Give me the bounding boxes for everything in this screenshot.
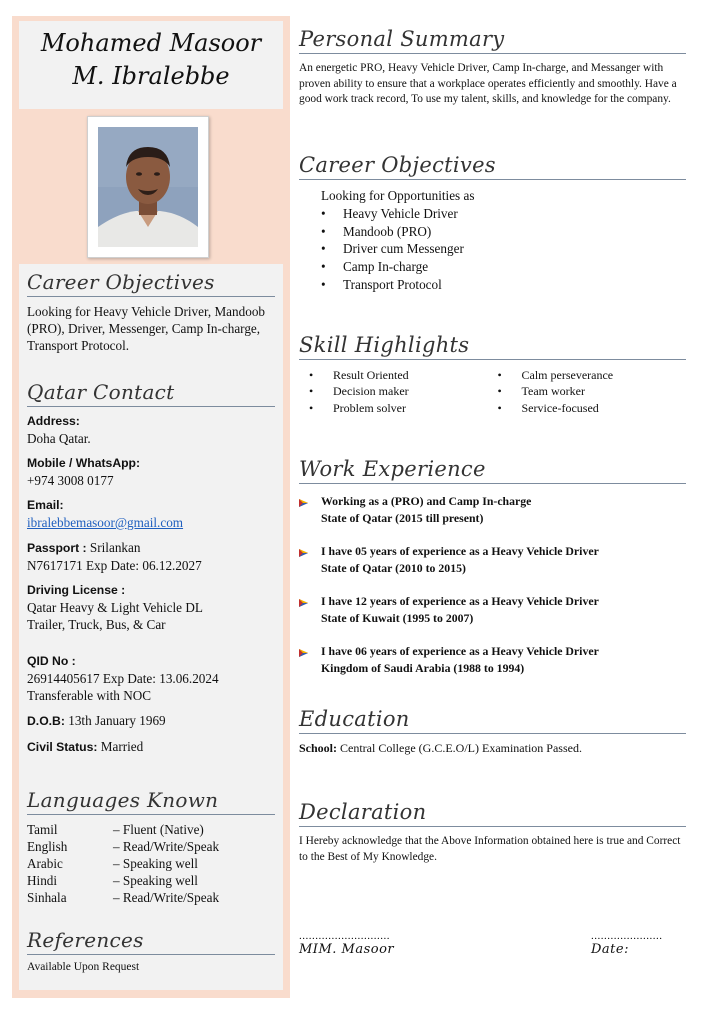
- education-value: Central College (G.C.E.O/L) Examination Passed.: [340, 741, 582, 755]
- work-item: [299, 643, 686, 677]
- language-name: Arabic: [27, 856, 63, 871]
- language-level: – Fluent (Native): [113, 822, 204, 837]
- work-item: [299, 593, 686, 627]
- name-line-2: M. Ibralebbe: [72, 62, 230, 90]
- objectives-section: [299, 153, 686, 294]
- skill-item: • Decision maker: [309, 383, 498, 399]
- objectives-intro: Looking for Opportunities as: [321, 188, 475, 203]
- skill-item: • Team worker: [498, 383, 687, 399]
- left-career-objectives-text: Looking for Heavy Vehicle Driver, Mandoob (PRO), Driver, Messenger, Camp In-charge, Transport Protocol.: [27, 304, 266, 353]
- work-item: [299, 493, 686, 527]
- license-item: [27, 582, 275, 633]
- mobile-item: [27, 455, 275, 489]
- language-name: Sinhala: [27, 890, 67, 905]
- skills-column-1: [309, 367, 498, 416]
- email-item: [27, 497, 275, 531]
- qid-value-2: Transferable with NOC: [27, 688, 152, 703]
- language-row: [27, 889, 275, 906]
- work-location-line: State of Qatar (2010 to 2015): [321, 561, 466, 575]
- skills-section: [299, 333, 686, 416]
- skill-item: • Calm perseverance: [498, 367, 687, 383]
- profile-photo: [98, 127, 198, 247]
- dob-label: D.O.B:: [27, 714, 65, 728]
- language-name: Tamil: [27, 822, 58, 837]
- license-label: Driving License :: [27, 583, 126, 597]
- work-title-line: I have 12 years of experience as a Heavy Vehicle Driver: [321, 594, 599, 608]
- objective-item: • Camp In-charge: [321, 258, 686, 276]
- work-list: [299, 493, 686, 677]
- education-label: School:: [299, 741, 338, 755]
- email-label: Email:: [27, 498, 64, 512]
- contact-title: Qatar Contact: [27, 380, 275, 407]
- mobile-label: Mobile / WhatsApp:: [27, 456, 141, 470]
- arrow-bullet-icon: [299, 496, 309, 506]
- languages-list: [27, 821, 275, 906]
- license-value-2: Trailer, Truck, Bus, & Car: [27, 617, 166, 632]
- language-row: [27, 821, 275, 838]
- address-value: Doha Qatar.: [27, 431, 91, 446]
- civil-status-value: Married: [100, 739, 144, 754]
- summary-section: [299, 27, 686, 108]
- work-title-line: I have 06 years of experience as a Heavy Vehicle Driver: [321, 644, 599, 658]
- language-row: [27, 838, 275, 855]
- left-column: [12, 16, 290, 998]
- passport-country: Srilankan: [89, 540, 141, 555]
- references-text: Available Upon Request: [27, 961, 140, 973]
- references-section: [27, 928, 275, 973]
- passport-item: [27, 539, 275, 574]
- objective-item: • Transport Protocol: [321, 276, 686, 294]
- passport-number: N7617171 Exp Date: 06.12.2027: [27, 558, 202, 573]
- language-level: – Read/Write/Speak: [113, 890, 220, 905]
- signature-name: MIM. Masoor: [299, 942, 395, 957]
- skills-title: Skill Highlights: [299, 333, 686, 360]
- qid-value-1: 26914405617 Exp Date: 13.06.2024: [27, 671, 219, 686]
- passport-label: Passport :: [27, 541, 87, 555]
- language-level: – Speaking well: [113, 856, 198, 871]
- work-location-line: State of Kuwait (1995 to 2007): [321, 611, 474, 625]
- language-row: [27, 855, 275, 872]
- language-level: – Speaking well: [113, 873, 198, 888]
- qid-label: QID No :: [27, 654, 76, 668]
- date-dots: ......................: [591, 930, 663, 942]
- work-location-line: Kingdom of Saudi Arabia (1988 to 1994): [321, 661, 525, 675]
- summary-text: An energetic PRO, Heavy Vehicle Driver, Camp In-charge, and Messanger with proven ability to ensure that a workplace operates efficiently and smoothly. Have a good work track record, To use my talent, skills, and knowledge for the company.: [299, 62, 677, 105]
- skill-item: • Service-focused: [498, 400, 687, 416]
- references-title: References: [27, 928, 275, 955]
- arrow-bullet-icon: [299, 646, 309, 656]
- declaration-section: [299, 800, 686, 865]
- address-item: [27, 413, 275, 447]
- work-title: Work Experience: [299, 457, 686, 484]
- contact-section: [27, 380, 275, 764]
- work-title-line: I have 05 years of experience as a Heavy Vehicle Driver: [321, 544, 599, 558]
- education-section: [299, 707, 686, 757]
- qid-item: [27, 653, 275, 704]
- arrow-bullet-icon: [299, 596, 309, 606]
- mobile-value: +974 3008 0177: [27, 473, 114, 488]
- name-line-1: Mohamed Masoor: [40, 29, 262, 57]
- left-career-objectives-section: [27, 270, 275, 354]
- skills-grid: [299, 367, 686, 416]
- language-name: Hindi: [27, 873, 58, 888]
- arrow-bullet-icon: [299, 546, 309, 556]
- summary-title: Personal Summary: [299, 27, 686, 54]
- language-level: – Read/Write/Speak: [113, 839, 220, 854]
- address-label: Address:: [27, 414, 80, 428]
- date-label: Date:: [591, 942, 629, 957]
- signature-dots: ............................: [299, 930, 390, 942]
- language-row: [27, 872, 275, 889]
- languages-section: [27, 788, 275, 906]
- objective-item: • Heavy Vehicle Driver: [321, 205, 686, 223]
- education-text: [299, 741, 686, 757]
- profile-photo-frame: [87, 116, 209, 258]
- civil-status-item: [27, 738, 275, 756]
- objective-item: • Driver cum Messenger: [321, 240, 686, 258]
- declaration-text: I Hereby acknowledge that the Above Information obtained here is true and Correct to the Best of My Knowledge.: [299, 835, 681, 863]
- objectives-list: [299, 205, 686, 294]
- skill-item: • Result Oriented: [309, 367, 498, 383]
- left-info-panel: [19, 264, 283, 990]
- dob-value: 13th January 1969: [68, 713, 166, 728]
- left-career-objectives-title: Career Objectives: [27, 270, 275, 297]
- work-location-line: State of Qatar (2015 till present): [321, 511, 484, 525]
- email-link[interactable]: ibralebbemasoor@gmail.com: [27, 515, 184, 530]
- declaration-title: Declaration: [299, 800, 686, 827]
- date-block: [591, 930, 663, 957]
- work-title-line: Working as a (PRO) and Camp In-charge: [321, 494, 532, 508]
- dob-item: [27, 712, 275, 730]
- signature-block: [299, 930, 394, 957]
- civil-status-label: Civil Status:: [27, 740, 98, 754]
- languages-title: Languages Known: [27, 788, 275, 815]
- skill-item: • Problem solver: [309, 400, 498, 416]
- education-title: Education: [299, 707, 686, 734]
- work-item: [299, 543, 686, 577]
- objectives-title: Career Objectives: [299, 153, 686, 180]
- skills-column-2: [498, 367, 687, 416]
- objective-item: • Mandoob (PRO): [321, 223, 686, 241]
- work-section: [299, 457, 686, 693]
- name-header: [19, 21, 283, 109]
- language-name: English: [27, 839, 68, 854]
- license-value-1: Qatar Heavy & Light Vehicle DL: [27, 600, 203, 615]
